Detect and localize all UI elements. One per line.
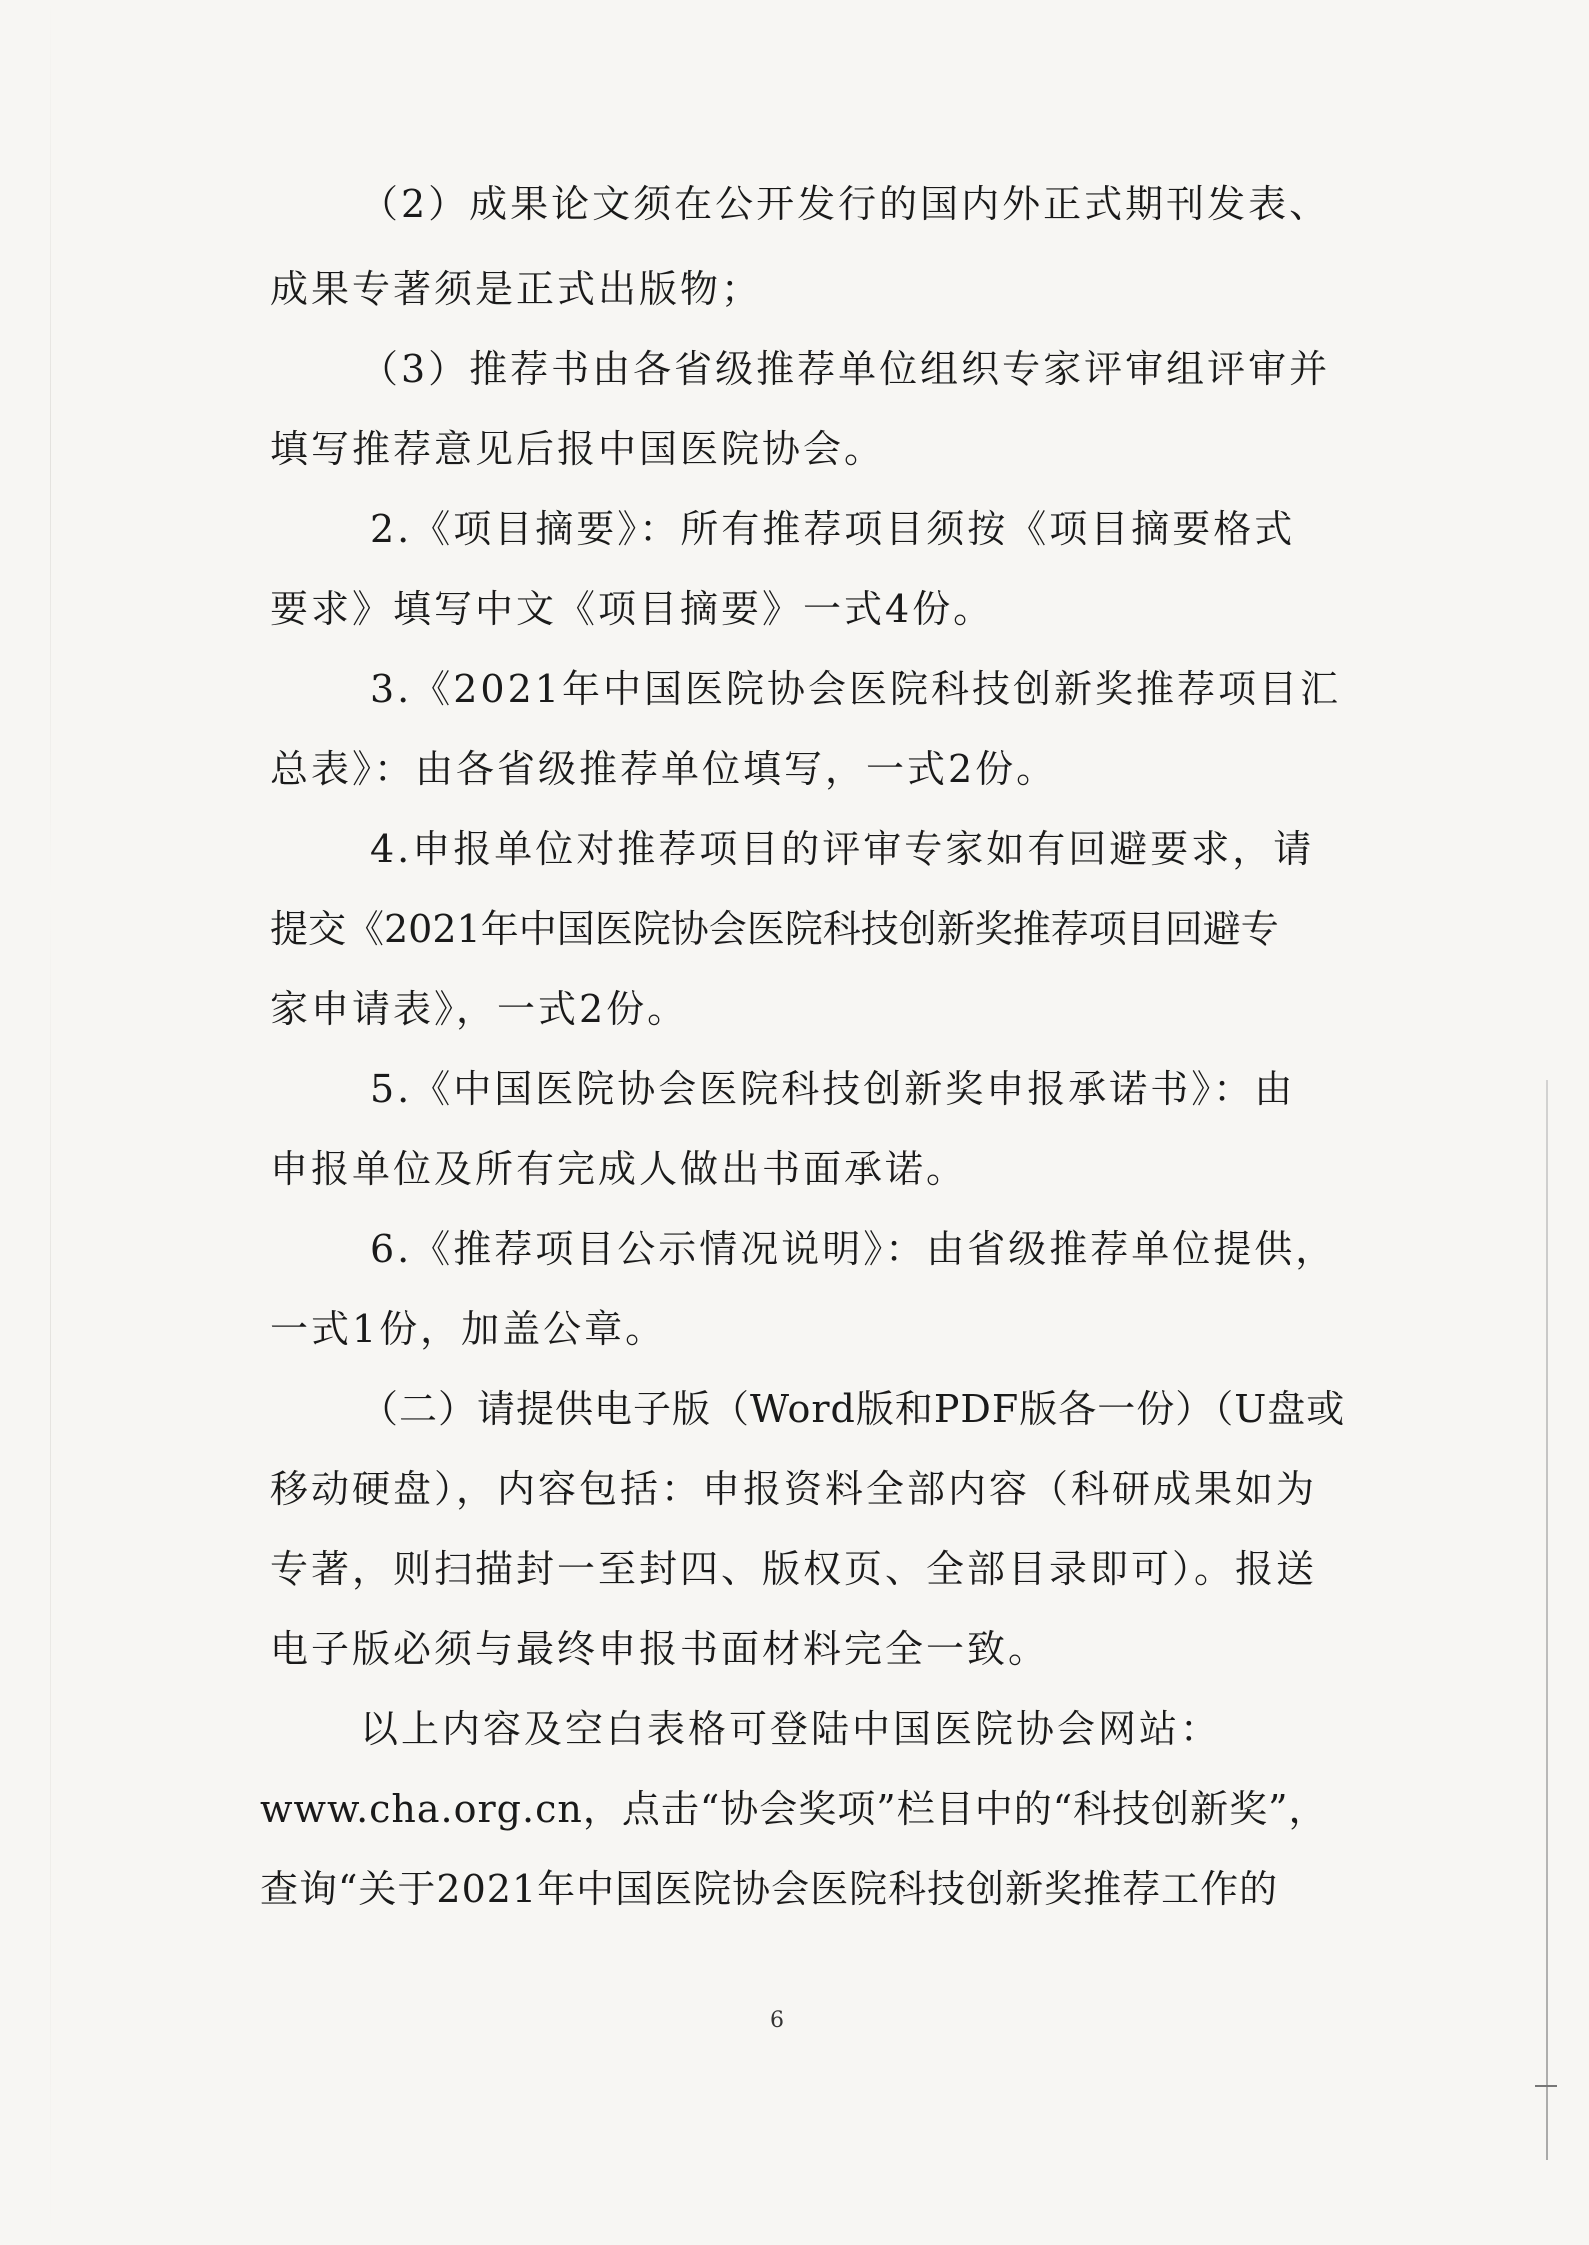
- text-line: 6.《推荐项目公示情况说明》：由省级推荐单位提供，: [370, 1227, 1337, 1271]
- text-line: 家申请表》，一式2份。: [270, 987, 689, 1031]
- text-line: 一式1份，加盖公章。: [270, 1307, 667, 1351]
- scan-artifact-tick: [1535, 2085, 1557, 2087]
- text-line: www.cha.org.cn，点击“协会奖项”栏目中的“科技创新奖”，: [260, 1787, 1328, 1831]
- text-line: 成果专著须是正式出版物；: [270, 267, 763, 311]
- text-line: 3.《2021年中国医院协会医院科技创新奖推荐项目汇: [370, 667, 1341, 711]
- page-number: 6: [770, 2008, 784, 2033]
- text-line: 要求》填写中文《项目摘要》一式4份。: [270, 587, 995, 631]
- text-line: （3）推荐书由各省级推荐单位组织专家评审组评审并: [360, 347, 1331, 391]
- text-line: 2.《项目摘要》：所有推荐项目须按《项目摘要格式: [370, 507, 1296, 551]
- text-line: 移动硬盘），内容包括：申报资料全部内容（科研成果如为: [270, 1467, 1318, 1511]
- text-line: （2）成果论文须在公开发行的国内外正式期刊发表、: [360, 182, 1331, 226]
- text-line: 电子版必须与最终申报书面材料完全一致。: [270, 1627, 1050, 1671]
- scan-artifact-left: [50, 0, 51, 2245]
- text-line: 填写推荐意见后报中国医院协会。: [270, 427, 886, 471]
- text-line: 5.《中国医院协会医院科技创新奖申报承诺书》：由: [370, 1067, 1296, 1111]
- text-line: 提交《2021年中国医院协会医院科技创新奖推荐项目回避专: [270, 907, 1279, 951]
- text-line: 申报单位及所有完成人做出书面承诺。: [270, 1147, 968, 1191]
- text-line: 以上内容及空白表格可登陆中国医院协会网站：: [360, 1707, 1222, 1751]
- text-line: 4.申报单位对推荐项目的评审专家如有回避要求，请: [370, 827, 1315, 871]
- text-line: （二）请提供电子版（Word版和PDF版各一份）（U盘或: [360, 1387, 1346, 1431]
- text-line: 总表》：由各省级推荐单位填写，一式2份。: [270, 747, 1058, 791]
- text-line: 查询“关于2021年中国医院协会医院科技创新奖推荐工作的: [260, 1867, 1279, 1911]
- text-line: 专著，则扫描封一至封四、版权页、全部目录即可）。报送: [270, 1547, 1318, 1591]
- scan-artifact-right: [1546, 1080, 1548, 2160]
